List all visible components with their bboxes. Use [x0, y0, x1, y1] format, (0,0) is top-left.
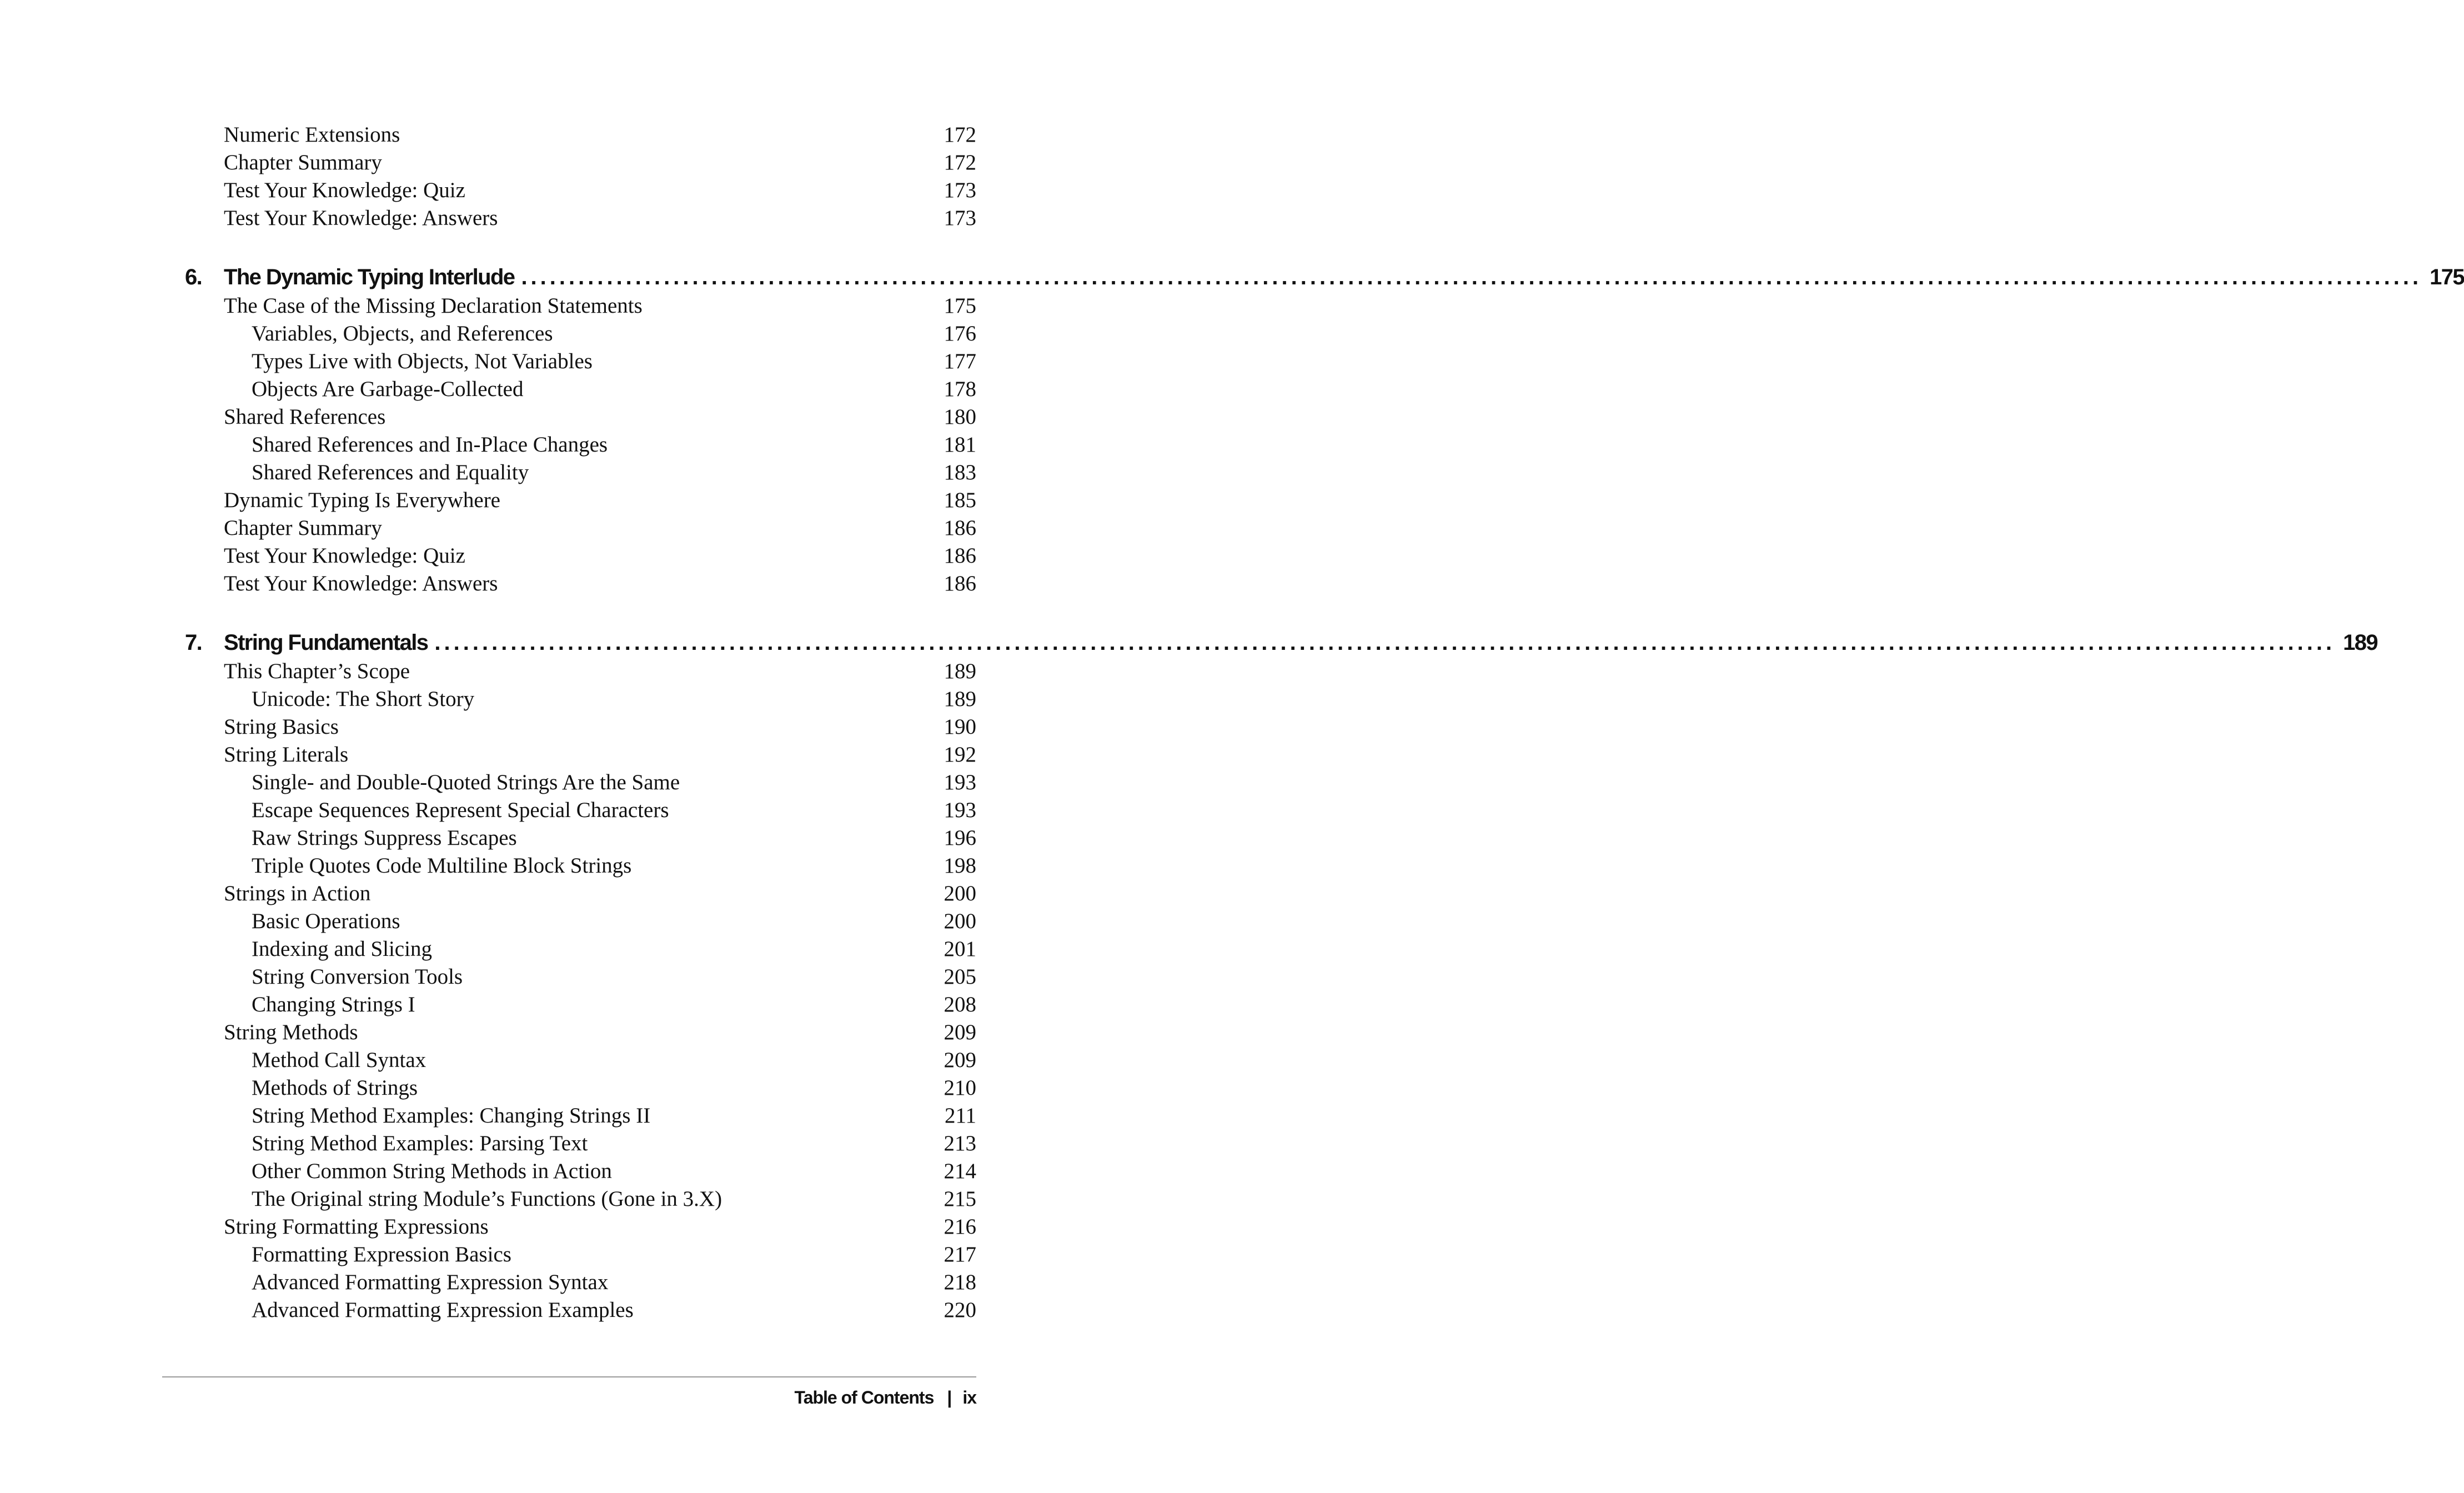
- toc-section: [0, 232, 2464, 598]
- entry-page-number: 185: [944, 488, 976, 512]
- entry-page-number: 193: [944, 770, 976, 794]
- toc-subentry[interactable]: [0, 1296, 1137, 1324]
- entry-page-number: 205: [944, 965, 976, 989]
- footer-rule: [162, 1376, 976, 1377]
- toc-entry[interactable]: [0, 487, 1137, 514]
- chapter-title: String Fundamentals: [224, 630, 428, 655]
- toc-entry[interactable]: [0, 1019, 1137, 1046]
- toc-section: [0, 121, 1137, 232]
- entry-page-number: 189: [944, 659, 976, 683]
- toc-entry[interactable]: [0, 177, 1137, 204]
- entry-title: Chapter Summary: [224, 151, 382, 174]
- entry-page-number: 210: [944, 1076, 976, 1100]
- entry-page-number: 186: [944, 572, 976, 595]
- toc-subentry[interactable]: [0, 1102, 1137, 1130]
- entry-page-number: 173: [944, 206, 976, 230]
- entry-title: String Methods: [224, 1020, 358, 1044]
- toc-subentry[interactable]: [0, 935, 1137, 963]
- entry-title: Changing Strings I: [252, 993, 415, 1016]
- entry-page-number: 218: [944, 1270, 976, 1294]
- footer-page-number: ix: [962, 1387, 976, 1407]
- entry-title: String Conversion Tools: [252, 965, 463, 989]
- toc-entry[interactable]: [0, 741, 1137, 769]
- entry-title: Test Your Knowledge: Answers: [224, 572, 498, 595]
- toc-entry[interactable]: [0, 149, 1137, 177]
- entry-page-number: 192: [944, 743, 976, 766]
- toc-subentry[interactable]: [0, 1130, 1137, 1158]
- entry-title: String Literals: [224, 743, 349, 766]
- toc-subentry[interactable]: [0, 1046, 1137, 1074]
- entry-page-number: 176: [944, 322, 976, 345]
- entry-page-number: 173: [944, 178, 976, 202]
- toc-subentry[interactable]: [0, 1241, 1137, 1269]
- entry-title: Basic Operations: [252, 909, 400, 933]
- entry-page-number: 189: [944, 687, 976, 711]
- entry-page-number: 209: [944, 1048, 976, 1072]
- entry-page-number: 200: [944, 881, 976, 905]
- toc-subentry[interactable]: [0, 685, 1137, 713]
- toc-subentry[interactable]: [0, 1269, 1137, 1296]
- toc-entry[interactable]: [0, 204, 1137, 232]
- entry-title: Triple Quotes Code Multiline Block Strings: [252, 854, 632, 878]
- toc-subentry[interactable]: [0, 375, 1137, 403]
- toc-entry[interactable]: [0, 121, 1137, 149]
- toc-subentry[interactable]: [0, 1185, 1137, 1213]
- entry-title: Variables, Objects, and References: [252, 322, 553, 345]
- entry-page-number: 217: [944, 1243, 976, 1266]
- entry-page-number: 214: [944, 1159, 976, 1183]
- entry-title: Test Your Knowledge: Quiz: [224, 178, 465, 202]
- entry-page-number: 211: [944, 1104, 976, 1128]
- section-spacer: [0, 232, 1137, 262]
- table-of-contents: [0, 121, 2464, 1324]
- entry-page-number: 198: [944, 854, 976, 878]
- entry-title: Methods of Strings: [252, 1076, 418, 1100]
- toc-entry[interactable]: [0, 570, 1137, 598]
- entry-page-number: 220: [944, 1298, 976, 1322]
- entry-title: Types Live with Objects, Not Variables: [252, 349, 593, 373]
- chapter-number: 7.: [185, 630, 202, 655]
- entry-title: Shared References and In-Place Changes: [252, 433, 608, 457]
- entry-title: Advanced Formatting Expression Syntax: [252, 1270, 609, 1294]
- entry-page-number: 213: [944, 1131, 976, 1155]
- chapter-number: 6.: [185, 265, 202, 289]
- entry-page-number: 201: [944, 937, 976, 961]
- entry-page-number: 196: [944, 826, 976, 850]
- entry-title: String Method Examples: Changing Strings II: [252, 1104, 651, 1128]
- toc-subentry[interactable]: [0, 348, 1137, 375]
- toc-entry[interactable]: [0, 403, 1137, 431]
- toc-section: [0, 598, 2378, 1324]
- entry-title: This Chapter’s Scope: [224, 659, 410, 683]
- entry-title: Shared References and Equality: [252, 460, 529, 484]
- entry-page-number: 193: [944, 798, 976, 822]
- entry-page-number: 172: [944, 123, 976, 147]
- chapter-line: [224, 262, 2464, 292]
- chapter-page-number: 189: [2343, 630, 2378, 655]
- entry-page-number: 172: [944, 151, 976, 174]
- entry-title: Formatting Expression Basics: [252, 1243, 511, 1266]
- entry-title: Test Your Knowledge: Answers: [224, 206, 498, 230]
- entry-title: Raw Strings Suppress Escapes: [252, 826, 517, 850]
- entry-title: Objects Are Garbage-Collected: [252, 377, 524, 401]
- entry-title: Indexing and Slicing: [252, 937, 432, 961]
- entry-title: Shared References: [224, 405, 386, 429]
- chapter-heading[interactable]: [0, 262, 2464, 292]
- entry-title: Numeric Extensions: [224, 123, 400, 147]
- footer-label: Table of Contents: [794, 1387, 934, 1407]
- entry-page-number: 183: [944, 460, 976, 484]
- entry-page-number: 177: [944, 349, 976, 373]
- footer-separator: |: [947, 1387, 952, 1407]
- entry-title: Strings in Action: [224, 881, 371, 905]
- toc-subentry[interactable]: [0, 459, 1137, 487]
- toc-entry[interactable]: [0, 880, 1137, 908]
- toc-entry[interactable]: [0, 292, 1137, 320]
- page-footer: [795, 1383, 976, 1412]
- entry-title: Escape Sequences Represent Special Characters: [252, 798, 669, 822]
- entry-title: String Method Examples: Parsing Text: [252, 1131, 588, 1155]
- dot-leader: ........................................................................................................................................................................................................: [434, 630, 2336, 655]
- toc-subentry[interactable]: [0, 320, 1137, 348]
- section-spacer: [0, 598, 1137, 628]
- toc-subentry[interactable]: [0, 908, 1137, 935]
- entry-title: The Original string Module’s Functions (Gone in 3.X): [252, 1187, 722, 1211]
- entry-page-number: 175: [944, 294, 976, 318]
- entry-title: Unicode: The Short Story: [252, 687, 475, 711]
- entry-page-number: 181: [944, 433, 976, 457]
- toc-subentry[interactable]: [0, 852, 1137, 880]
- entry-page-number: 186: [944, 544, 976, 568]
- entry-title: String Formatting Expressions: [224, 1215, 489, 1239]
- toc-subentry[interactable]: [0, 991, 1137, 1019]
- toc-entry[interactable]: [0, 1213, 1137, 1241]
- entry-page-number: 200: [944, 909, 976, 933]
- entry-page-number: 208: [944, 993, 976, 1016]
- toc-subentry[interactable]: [0, 1158, 1137, 1185]
- entry-title: Test Your Knowledge: Quiz: [224, 544, 465, 568]
- chapter-line: [224, 628, 2378, 658]
- entry-title: Single- and Double-Quoted Strings Are the Same: [252, 770, 680, 794]
- chapter-title: The Dynamic Typing Interlude: [224, 265, 515, 289]
- toc-subentry[interactable]: [0, 824, 1137, 852]
- entry-title: Other Common String Methods in Action: [252, 1159, 612, 1183]
- chapter-page-number: 175: [2430, 265, 2464, 289]
- entry-title: Chapter Summary: [224, 516, 382, 540]
- toc-subentry[interactable]: [0, 1074, 1137, 1102]
- entry-page-number: 209: [944, 1020, 976, 1044]
- dot-leader: ........................................................................................................................................................................................................: [521, 265, 2422, 289]
- entry-page-number: 215: [944, 1187, 976, 1211]
- toc-entry[interactable]: [0, 658, 1137, 685]
- toc-entry[interactable]: [0, 514, 1137, 542]
- entry-page-number: 180: [944, 405, 976, 429]
- toc-entry[interactable]: [0, 542, 1137, 570]
- entry-title: Advanced Formatting Expression Examples: [252, 1298, 634, 1322]
- entry-title: Dynamic Typing Is Everywhere: [224, 488, 500, 512]
- toc-entry[interactable]: [0, 713, 1137, 741]
- toc-subentry[interactable]: [0, 431, 1137, 459]
- entry-page-number: 190: [944, 715, 976, 739]
- toc-subentry[interactable]: [0, 769, 1137, 796]
- chapter-heading[interactable]: [0, 628, 2378, 658]
- toc-subentry[interactable]: [0, 963, 1137, 991]
- entry-page-number: 216: [944, 1215, 976, 1239]
- entry-page-number: 186: [944, 516, 976, 540]
- entry-title: The Case of the Missing Declaration Statements: [224, 294, 643, 318]
- toc-subentry[interactable]: [0, 796, 1137, 824]
- entry-title: Method Call Syntax: [252, 1048, 426, 1072]
- entry-page-number: 178: [944, 377, 976, 401]
- entry-title: String Basics: [224, 715, 339, 739]
